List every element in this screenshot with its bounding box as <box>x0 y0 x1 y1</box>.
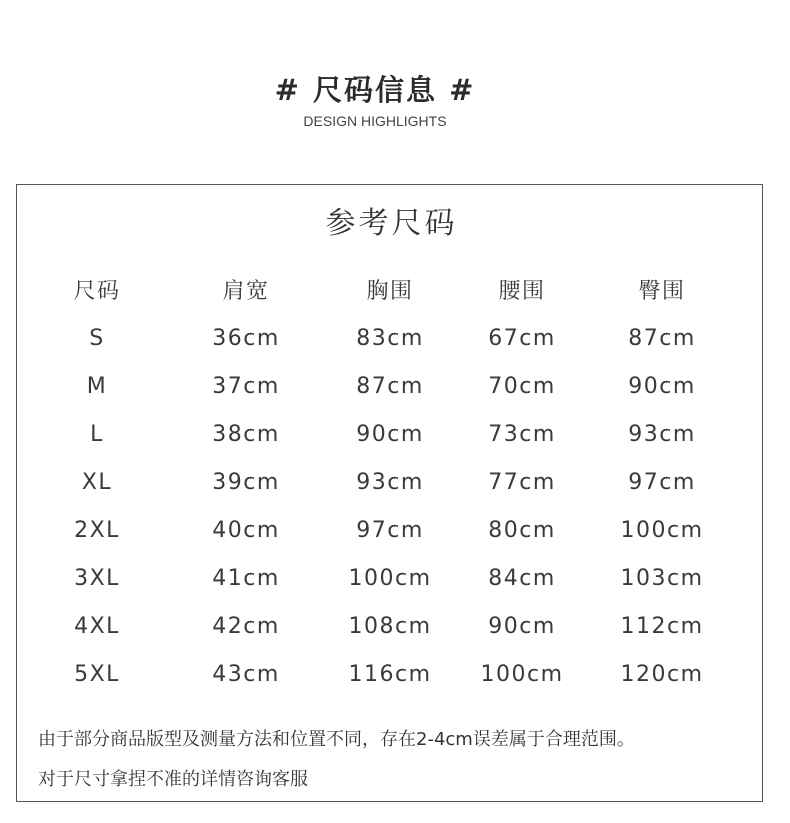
table-cell-chest: 116cm <box>348 662 432 687</box>
table-cell-hip: 112cm <box>620 614 704 639</box>
column-header-shoulder: 肩宽 <box>222 279 270 304</box>
table-cell-waist: 84cm <box>488 566 556 591</box>
table-cell-size: 2XL <box>74 518 120 543</box>
size-table-title: 参考尺码 <box>325 206 458 241</box>
table-cell-chest: 93cm <box>356 470 424 495</box>
page-title: # 尺码信息 # <box>274 73 476 107</box>
table-cell-shoulder: 42cm <box>212 614 280 639</box>
table-cell-shoulder: 37cm <box>212 374 280 399</box>
table-cell-size: S <box>89 326 105 351</box>
table-cell-shoulder: 41cm <box>212 566 280 591</box>
table-cell-shoulder: 43cm <box>212 662 280 687</box>
table-cell-chest: 90cm <box>356 422 424 447</box>
column-header-size: 尺码 <box>73 279 121 304</box>
column-header-chest: 胸围 <box>366 279 414 304</box>
page-header <box>0 70 750 130</box>
note-contact: 对于尺寸拿捏不准的详情咨询客服 <box>38 769 308 790</box>
table-cell-hip: 97cm <box>628 470 696 495</box>
table-cell-hip: 120cm <box>620 662 704 687</box>
table-cell-size: 3XL <box>74 566 120 591</box>
table-cell-waist: 90cm <box>488 614 556 639</box>
column-header-hip: 臀围 <box>638 279 686 304</box>
table-cell-shoulder: 38cm <box>212 422 280 447</box>
note-tolerance: 由于部分商品版型及测量方法和位置不同，存在2-4cm误差属于合理范围。 <box>38 729 635 750</box>
table-cell-size: 5XL <box>74 662 120 687</box>
table-cell-waist: 80cm <box>488 518 556 543</box>
table-cell-hip: 93cm <box>628 422 696 447</box>
table-cell-size: XL <box>81 470 113 495</box>
table-cell-size: 4XL <box>74 614 120 639</box>
table-cell-chest: 83cm <box>356 326 424 351</box>
table-cell-waist: 67cm <box>488 326 556 351</box>
table-cell-hip: 103cm <box>620 566 704 591</box>
table-cell-shoulder: 36cm <box>212 326 280 351</box>
table-cell-hip: 87cm <box>628 326 696 351</box>
table-cell-size: L <box>90 422 104 447</box>
table-cell-shoulder: 40cm <box>212 518 280 543</box>
table-cell-chest: 100cm <box>348 566 432 591</box>
table-cell-waist: 73cm <box>488 422 556 447</box>
page-subtitle: DESIGN HIGHLIGHTS <box>303 113 447 129</box>
table-cell-waist: 100cm <box>480 662 564 687</box>
table-cell-shoulder: 39cm <box>212 470 280 495</box>
table-cell-size: M <box>86 374 108 399</box>
table-cell-chest: 97cm <box>356 518 424 543</box>
table-cell-waist: 70cm <box>488 374 556 399</box>
table-cell-hip: 100cm <box>620 518 704 543</box>
column-header-waist: 腰围 <box>498 279 546 304</box>
table-cell-chest: 87cm <box>356 374 424 399</box>
table-cell-waist: 77cm <box>488 470 556 495</box>
table-cell-hip: 90cm <box>628 374 696 399</box>
table-cell-chest: 108cm <box>348 614 432 639</box>
